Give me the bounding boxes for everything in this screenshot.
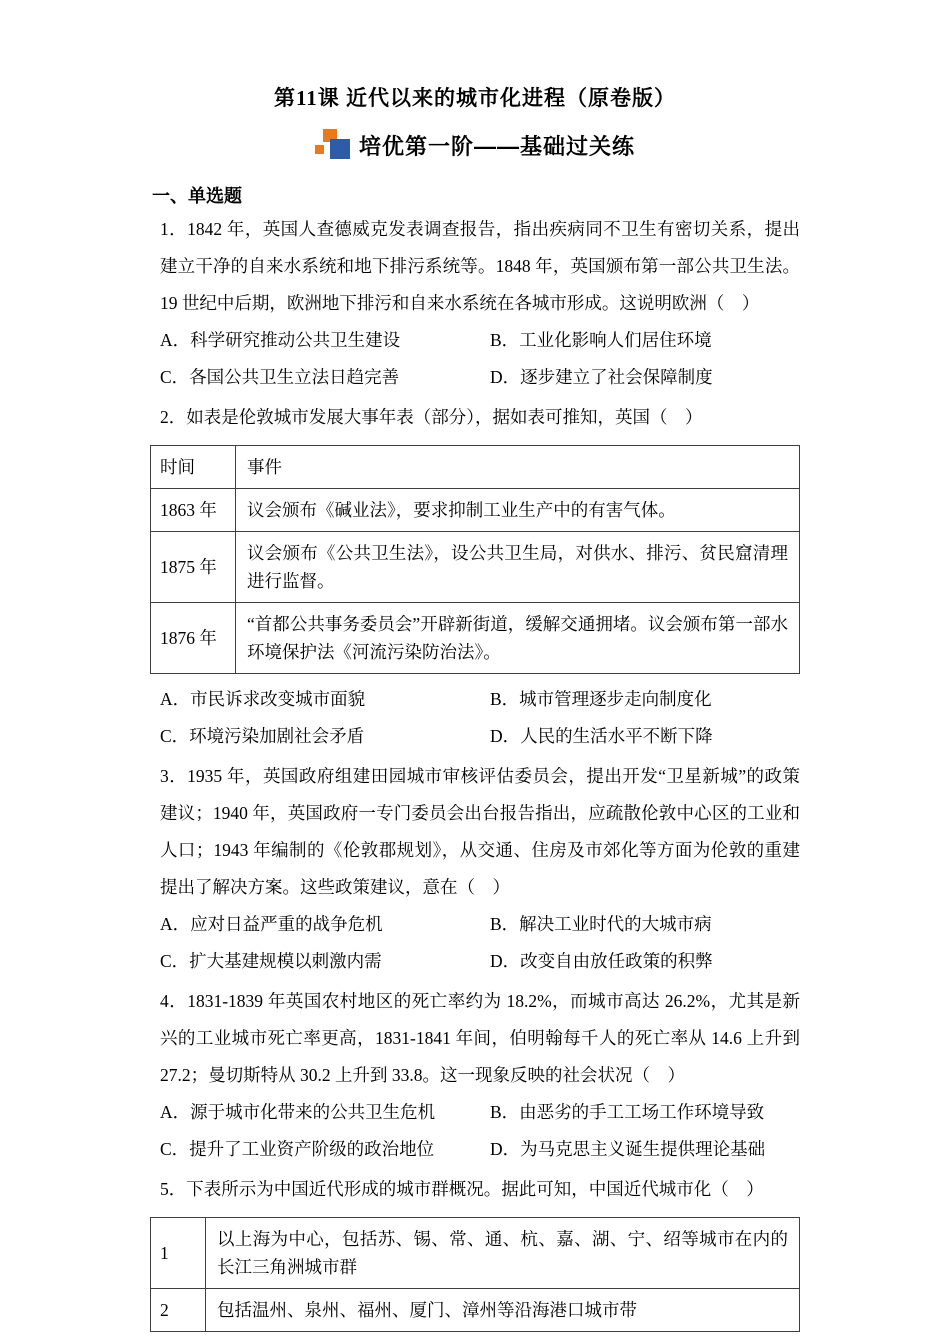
question-3-option-a: A．应对日益严重的战争危机 [160, 914, 383, 934]
table1-header-event: 事件 [236, 446, 800, 489]
table-cell-event: 议会颁布《碱业法》，要求抑制工业生产中的有害气体。 [236, 489, 800, 532]
question-1-option-d: D．逐步建立了社会保障制度 [490, 367, 713, 387]
china-city-clusters-table [150, 1217, 800, 1332]
question-4-options-cd [160, 1131, 800, 1168]
question-2-option-a: A．市民诉求改变城市面貌 [160, 689, 366, 709]
question-4-options-ab [160, 1094, 800, 1131]
question-3-stem: 3．1935 年，英国政府组建田园城市审核评估委员会，提出开发“卫星新城”的政策建议；1940 年，英国政府一专门委员会出台报告指出，应疏散伦敦中心区的工业和人口；1943 年编制的《伦敦郡规划》，从交通、住房及市郊化等方面为伦敦的重建提出了解决方案。这些政策建议，意在（ ） [160, 766, 800, 897]
question-2-option-d: D．人民的生活水平不断下降 [490, 726, 713, 746]
table-cell-event: 议会颁布《公共卫生法》，设公共卫生局，对供水、排污、贫民窟清理进行监督。 [236, 532, 800, 603]
london-events-table [150, 445, 800, 674]
question-1-option-b: B．工业化影响人们居住环境 [490, 330, 712, 350]
table-row [151, 603, 800, 674]
question-1-option-a: A．科学研究推动公共卫生建设 [160, 330, 401, 350]
banner-title: 培优第一阶——基础过关练 [358, 133, 635, 159]
table1-header-time: 时间 [151, 446, 236, 489]
question-2-options-ab [160, 681, 800, 718]
question-4-option-b: B．由恶劣的手工工场工作环境导致 [490, 1102, 765, 1122]
table-cell-index: 2 [151, 1289, 206, 1332]
blocks-logo-icon [315, 128, 351, 162]
table-row [151, 446, 800, 489]
question-5-stem: 5．下表所示为中国近代形成的城市群概况。据此可知，中国近代城市化（ ） [160, 1179, 764, 1199]
question-3-options-cd [160, 943, 800, 980]
question-4-stem: 4．1831-1839 年英国农村地区的死亡率约为 18.2%，而城市高达 26.2%，尤其是新兴的工业城市死亡率更高，1831-1841 年间，伯明翰每千人的死亡率从 14.6 上升到 27.2；曼切斯特从 30.2 上升到 33.8。这一现象反映的社会状况（ ） [160, 991, 800, 1085]
table-cell-event: “首都公共事务委员会”开辟新街道，缓解交通拥堵。议会颁布第一部水环境保护法《河流污染防治法》。 [236, 603, 800, 674]
table-row [151, 532, 800, 603]
question-2-options-cd [160, 718, 800, 755]
page-title: 第11课 近代以来的城市化进程（原卷版） [273, 86, 677, 110]
table-cell-index: 1 [151, 1218, 206, 1289]
table-cell-description: 包括温州、泉州、福州、厦门、漳州等沿海港口城市带 [206, 1289, 800, 1332]
question-3-option-d: D．改变自由放任政策的积弊 [490, 951, 713, 971]
banner [150, 128, 800, 162]
question-2-stem: 2．如表是伦敦城市发展大事年表（部分），据如表可推知，英国（ ） [160, 407, 703, 427]
table-row [151, 1289, 800, 1332]
question-2-option-c: C．环境污染加剧社会矛盾 [160, 726, 365, 746]
question-2-option-b: B．城市管理逐步走向制度化 [490, 689, 712, 709]
table-cell-year: 1875 年 [151, 532, 236, 603]
section-heading-single-choice: 一、单选题 [152, 186, 242, 206]
table-cell-year: 1876 年 [151, 603, 236, 674]
table-row [151, 489, 800, 532]
table-cell-description: 以上海为中心，包括苏、锡、常、通、杭、嘉、湖、宁、绍等城市在内的长江三角洲城市群 [206, 1218, 800, 1289]
question-1-options-ab [160, 322, 800, 359]
question-3-options-ab [160, 906, 800, 943]
question-3-option-c: C．扩大基建规模以刺激内需 [160, 951, 382, 971]
table-row [151, 1218, 800, 1289]
question-1-options-cd [160, 359, 800, 396]
table-cell-year: 1863 年 [151, 489, 236, 532]
question-4-option-c: C．提升了工业资产阶级的政治地位 [160, 1139, 435, 1159]
question-4-option-d: D．为马克思主义诞生提供理论基础 [490, 1139, 766, 1159]
question-4-option-a: A．源于城市化带来的公共卫生危机 [160, 1102, 436, 1122]
question-1-option-c: C．各国公共卫生立法日趋完善 [160, 367, 400, 387]
question-1-stem: 1．1842 年，英国人查德威克发表调查报告，指出疾病同不卫生有密切关系，提出建立干净的自来水系统和地下排污系统等。1848 年，英国颁布第一部公共卫生法。19 世纪中后期，欧洲地下排污和自来水系统在各城市形成。这说明欧洲（ ） [160, 219, 800, 313]
question-3-option-b: B．解决工业时代的大城市病 [490, 914, 712, 934]
